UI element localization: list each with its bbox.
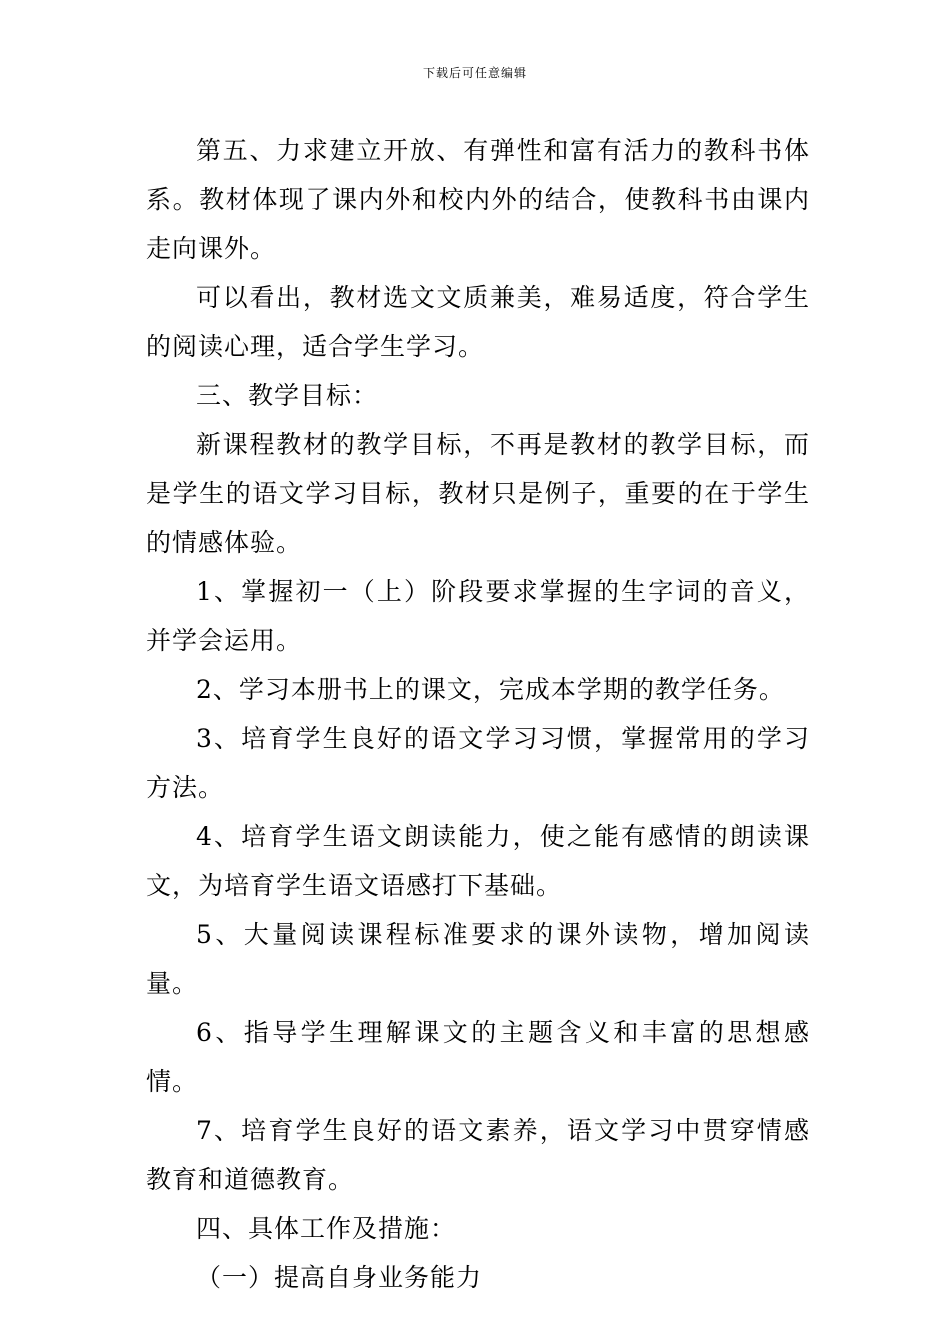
list-item: 5、大量阅读课程标准要求的课外读物，增加阅读量。 bbox=[146, 920, 810, 998]
paragraph: 可以看出，教材选文文质兼美，难易适度，符合学生的阅读心理，适合学生学习。 bbox=[146, 283, 810, 361]
page-header: 下载后可任意编辑 bbox=[422, 66, 527, 80]
list-item: 7、培育学生良好的语文素养，语文学习中贯穿情感教育和道德教育。 bbox=[146, 1116, 810, 1194]
paragraph: 新课程教材的教学目标，不再是教材的教学目标，而是学生的语文学习目标，教材只是例子，重要的在于学生的情感体验。 bbox=[146, 430, 810, 557]
list-item: 6、指导学生理解课文的主题含义和丰富的思想感情。 bbox=[146, 1018, 810, 1096]
subsection-heading: （一）提高自身业务能力 bbox=[196, 1263, 483, 1292]
list-item: 3、培育学生良好的语文学习习惯，掌握常用的学习方法。 bbox=[146, 724, 810, 802]
section-heading: 三、教学目标： bbox=[196, 381, 379, 410]
document-body bbox=[146, 126, 810, 1302]
list-item: 2、学习本册书上的课文，完成本学期的教学任务。 bbox=[196, 675, 785, 704]
list-item: 4、培育学生语文朗读能力，使之能有感情的朗读课文，为培育学生语文语感打下基础。 bbox=[146, 822, 810, 900]
section-heading: 四、具体工作及措施： bbox=[196, 1214, 457, 1243]
list-item: 1、掌握初一（上）阶段要求掌握的生字词的音义，并学会运用。 bbox=[146, 577, 810, 655]
paragraph: 第五、力求建立开放、有弹性和富有活力的教科书体系。教材体现了课内外和校内外的结合，使教科书由课内走向课外。 bbox=[146, 136, 810, 263]
